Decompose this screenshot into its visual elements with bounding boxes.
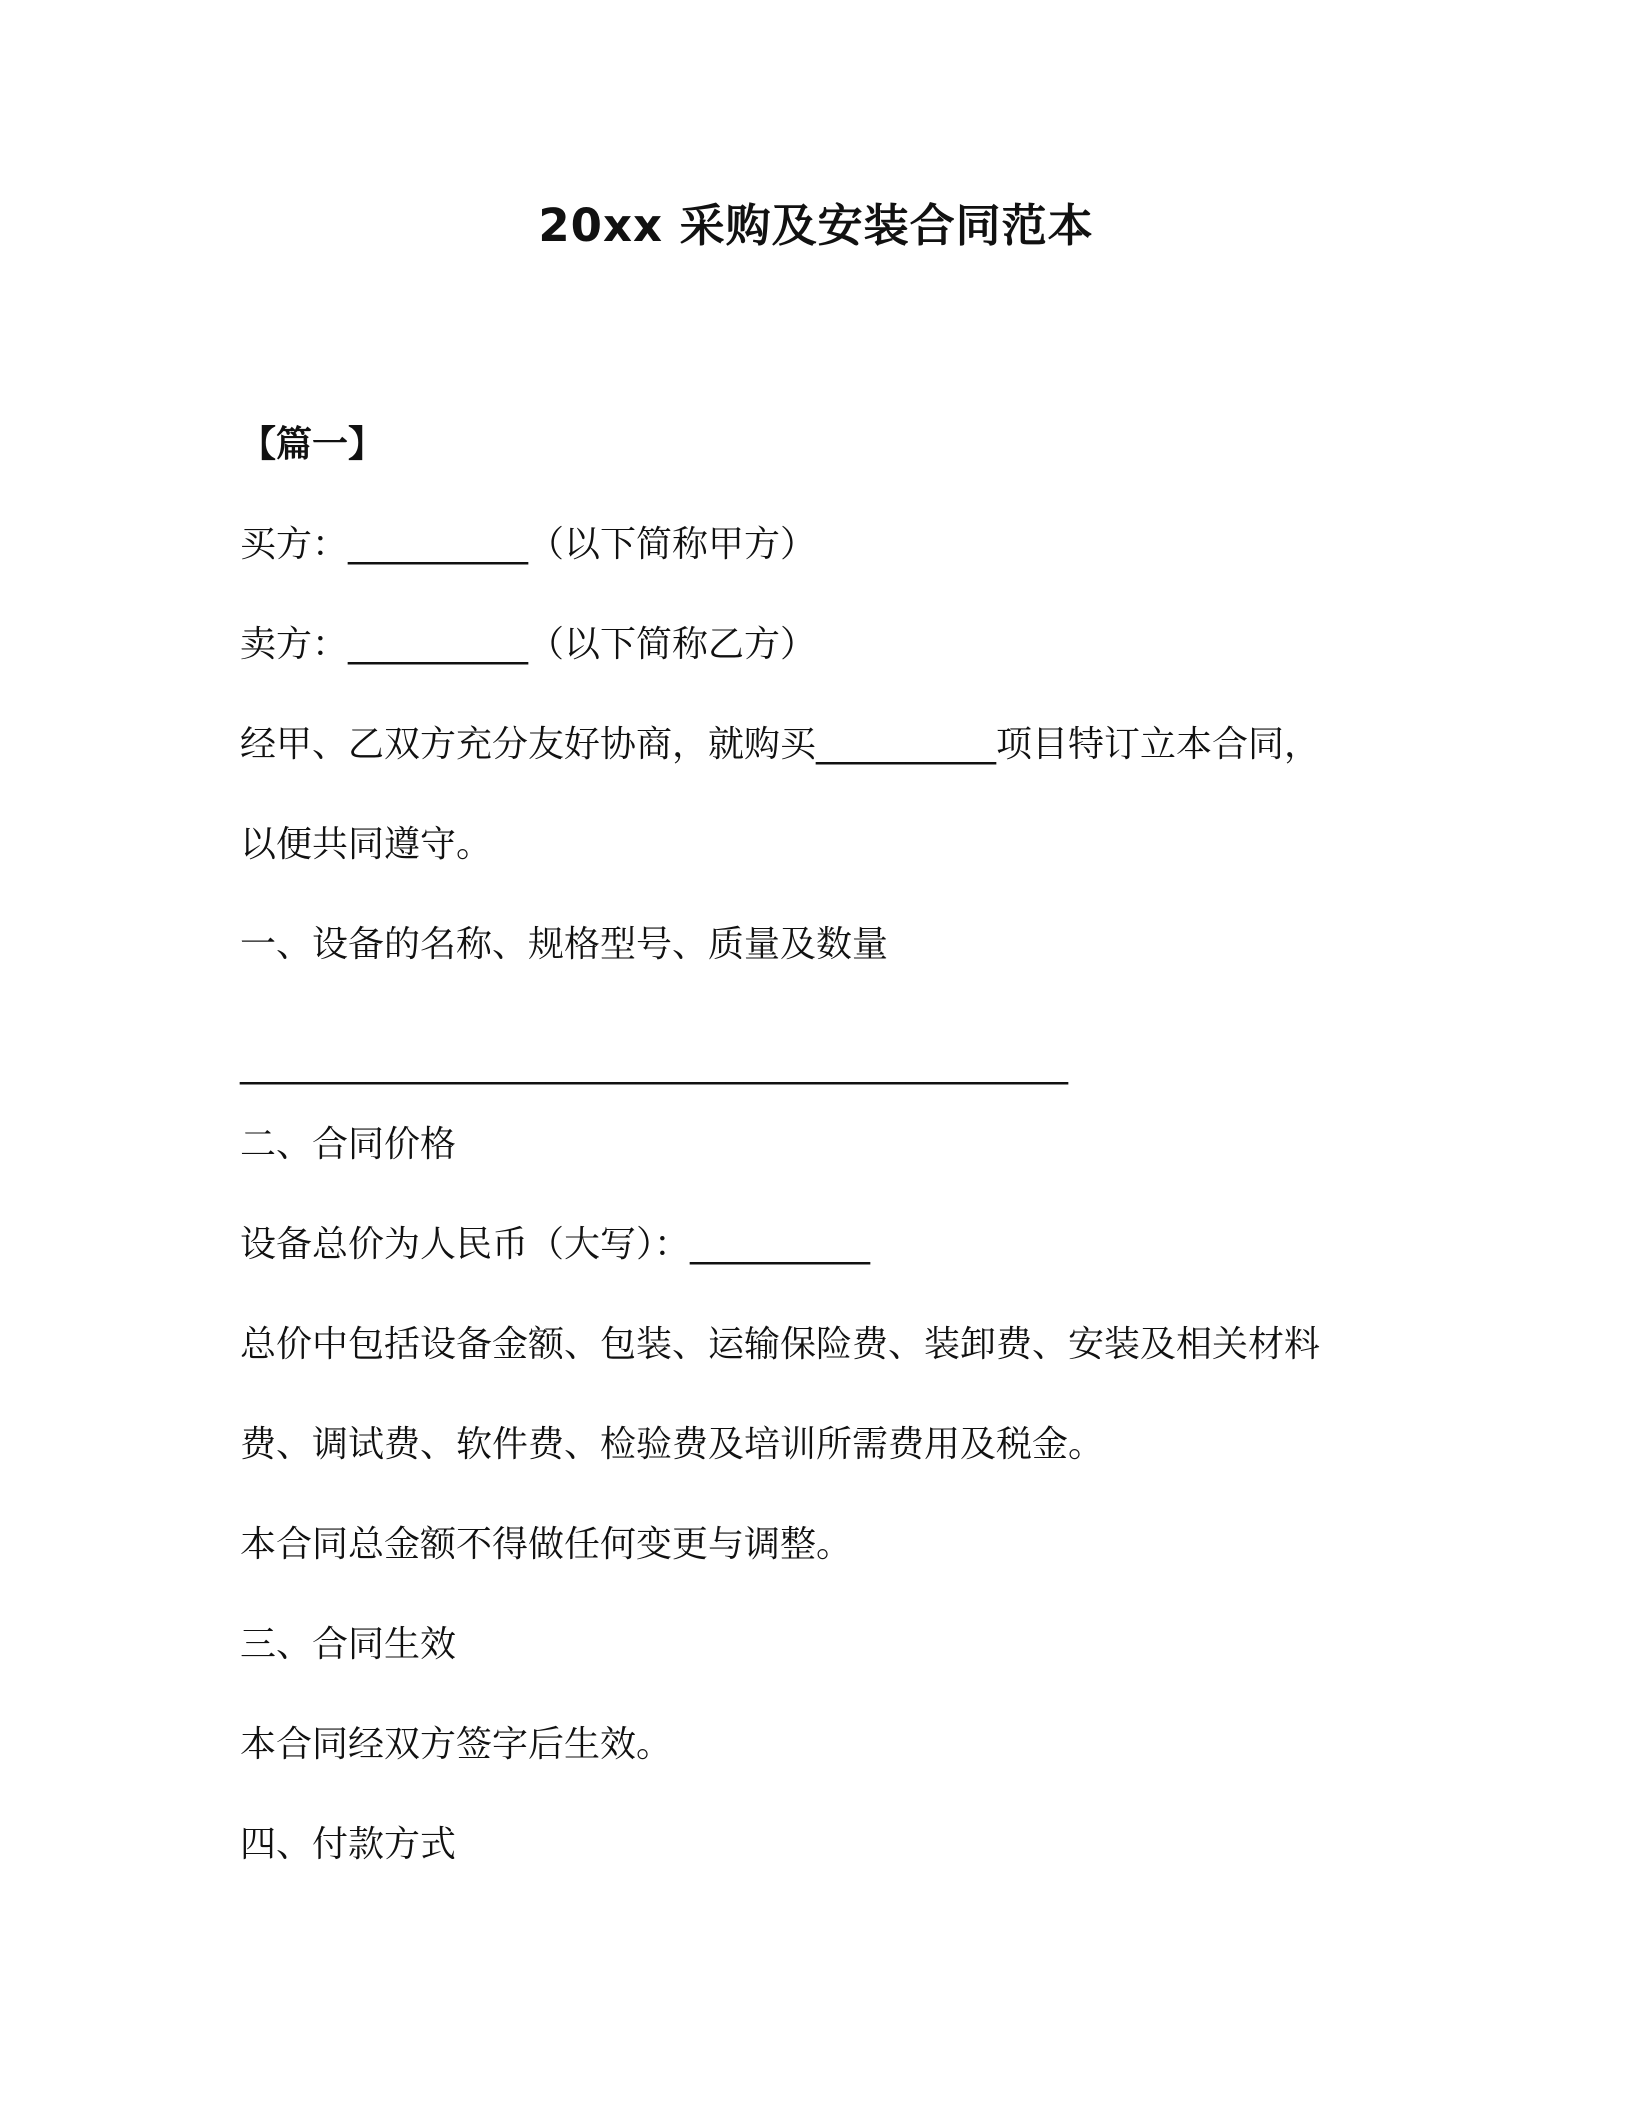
buyer-line: 买方：__________（以下简称甲方） [240,524,817,565]
seller-line: 卖方：__________（以下简称乙方） [240,624,817,665]
no-adjustment-line: 本合同总金额不得做任何变更与调整。 [240,1524,853,1565]
preamble-line-1: 经甲、乙双方充分友好协商，就购买__________项目特订立本合同， [240,724,1321,765]
section-3-heading: 三、合同生效 [240,1624,457,1665]
total-price-line: 设备总价为人民币（大写）：__________ [240,1224,871,1265]
chapter-label: 【篇一】 [240,424,385,465]
effective-line: 本合同经双方签字后生效。 [240,1724,673,1765]
section-1-blank: ______________________________________________ [240,1044,1068,1085]
price-includes-line-2: 费、调试费、软件费、检验费及培训所需费用及税金。 [240,1424,1105,1465]
preamble-line-2: 以便共同遵守。 [240,824,493,865]
document-title: 20xx 采购及安装合同范本 [538,199,1094,252]
section-4-heading: 四、付款方式 [240,1824,457,1865]
price-includes-line-1: 总价中包括设备金额、包装、运输保险费、装卸费、安装及相关材料 [240,1324,1321,1365]
section-2-heading: 二、合同价格 [240,1124,457,1165]
section-1-heading: 一、设备的名称、规格型号、质量及数量 [240,924,889,965]
